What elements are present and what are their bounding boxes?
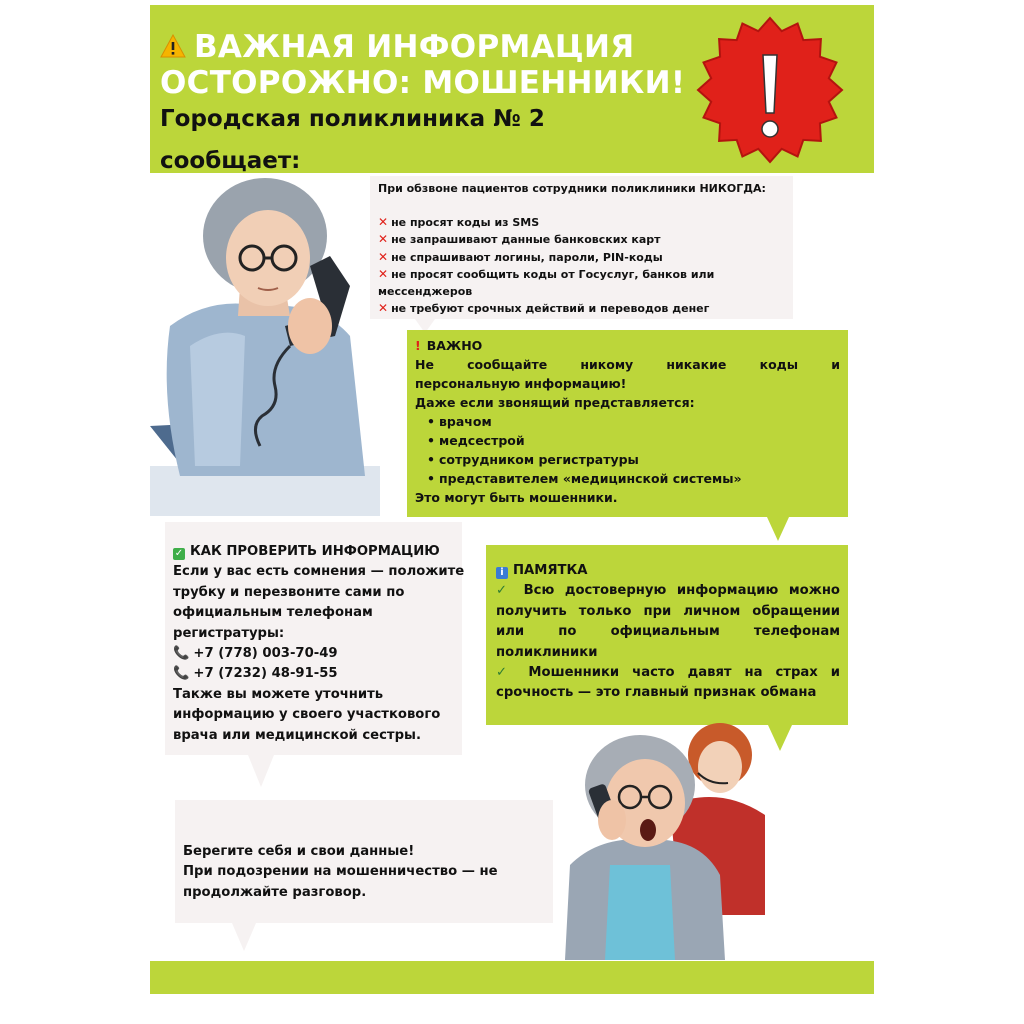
caller-roles-list [415, 412, 840, 488]
exclamation-icon: ! [415, 338, 421, 353]
never-item: ✕ не просят сообщить коды от Госуслуг, банков или [378, 267, 715, 281]
important-closing: Это могут быть мошенники. [415, 490, 618, 505]
care-line: Берегите себя и свои данные! [183, 844, 415, 859]
verify-line: врача или медицинской сестры. [173, 727, 421, 743]
verify-line: Также вы можете уточнить [173, 686, 384, 702]
list-item: • врачом [439, 412, 840, 431]
never-item-continued: мессенджеров [378, 284, 473, 298]
care-line: При подозрении на мошенничество — не [183, 864, 498, 880]
important-line: Не сообщайте никому никакие коды и [415, 357, 840, 372]
verify-line: официальным телефонам [173, 605, 373, 621]
subtitle-line-1: Городская поликлиника № 2 [160, 106, 545, 132]
never-item: ✕ не спрашивают логины, пароли, PIN-коды [378, 249, 663, 264]
red-x-icon: ✕ [378, 232, 389, 246]
phone-receiver-icon: 📞 [173, 666, 190, 682]
exclamation-badge-icon [695, 15, 845, 165]
bubble-tail [232, 923, 256, 951]
red-x-icon: ✕ [378, 214, 389, 229]
scared-man-scammer-illustration [560, 715, 775, 960]
title-line-1: ВАЖНАЯ ИНФОРМАЦИЯ [160, 29, 634, 65]
bubble-tail [767, 517, 789, 541]
never-item: ✕ не требуют срочных действий и переводов денег [378, 301, 710, 315]
warning-triangle-icon [160, 29, 194, 65]
list-item: • представителем «медицинской системы» [439, 469, 840, 488]
never-item: ✕ не запрашивают данные банковских карт [378, 232, 661, 246]
phone-number: 📞 +7 (778) 003-70-49 [173, 646, 338, 662]
green-check-icon: ✓ [174, 548, 184, 559]
memo-line: ✓ Мошенники часто давят на страх и [496, 665, 840, 681]
verify-line: Если у вас есть сомнения — положите [173, 564, 465, 580]
phone-number: 📞 +7 (7232) 48-91-55 [173, 666, 338, 682]
care-line: продолжайте разговор. [183, 884, 367, 900]
list-item: • сотрудником регистратуры [439, 450, 840, 469]
important-box [407, 330, 848, 517]
verify-box [165, 522, 465, 755]
bubble-tail [248, 755, 274, 787]
footer-bar [150, 961, 874, 994]
elderly-woman-phone-illustration [150, 176, 380, 516]
memo-box [486, 545, 848, 725]
red-x-icon: ✕ [378, 301, 389, 315]
memo-line: ✓ Всю достоверную информацию можно [496, 583, 840, 599]
never-intro: При обзвоне пациентов сотрудники поликлиники НИКОГДА: [378, 182, 766, 195]
check-mark-icon: ✓ [496, 665, 516, 681]
verify-line: регистратуры: [173, 625, 285, 641]
memo-heading: i ПАМЯТКА [496, 561, 840, 581]
verify-line: информацию у своего участкового [173, 707, 441, 723]
verify-line: трубку и перезвоните сами по [173, 584, 405, 600]
red-x-icon: ✕ [378, 249, 389, 264]
subtitle-line-2: сообщает: [160, 148, 301, 174]
memo-line: поликлиники [496, 644, 598, 660]
memo-line: срочность — это главный признак обмана [496, 685, 817, 701]
care-box [175, 800, 553, 923]
list-item: • медсестрой [439, 431, 840, 450]
info-icon: i [496, 567, 508, 579]
red-x-icon: ✕ [378, 267, 389, 281]
memo-line: получить только при личном обращении [496, 603, 840, 619]
important-heading: ! ВАЖНО [415, 338, 483, 353]
memo-line: или по официальным телефонам [496, 624, 840, 640]
never-item: ✕ не просят коды из SMS [378, 214, 540, 229]
important-line: Даже если звонящий представляется: [415, 395, 695, 410]
verify-heading: ✓ КАК ПРОВЕРИТЬ ИНФОРМАЦИЮ [174, 544, 440, 559]
important-line: персональную информацию! [415, 376, 627, 391]
title-line-2: ОСТОРОЖНО: МОШЕННИКИ! [160, 65, 686, 101]
check-mark-icon: ✓ [496, 583, 514, 599]
phone-receiver-icon: 📞 [173, 646, 190, 662]
never-box [370, 176, 793, 319]
